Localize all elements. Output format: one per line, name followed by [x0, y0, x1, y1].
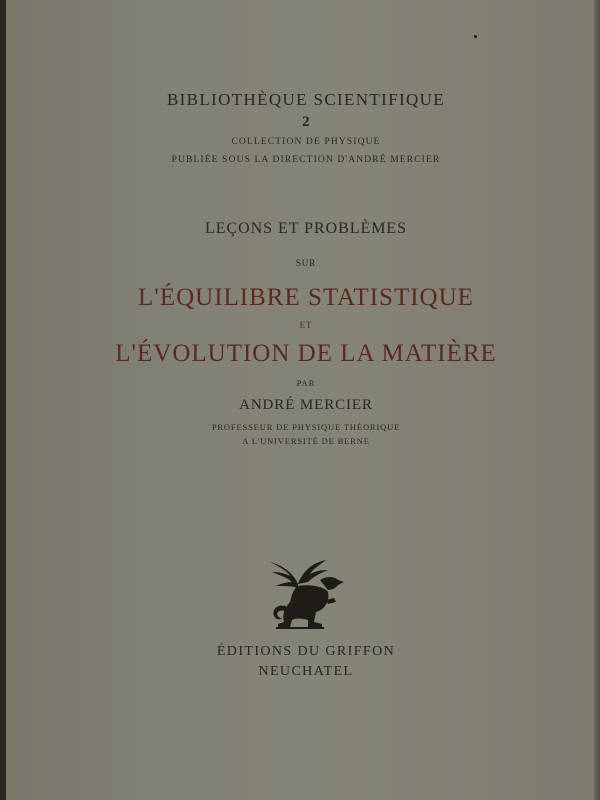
author-name: ANDRÉ MERCIER: [239, 397, 373, 413]
page-edge: [594, 0, 600, 800]
publisher-name: ÉDITIONS DU GRIFFON: [216, 644, 396, 659]
affiliation-line-2: A L'UNIVERSITÉ DE BERNE: [242, 436, 370, 446]
main-title-line-2: L'ÉVOLUTION DE LA MATIÈRE: [115, 340, 497, 367]
book-cover: [6, 0, 600, 800]
ink-spot: [474, 35, 477, 38]
main-title-line-1: L'ÉQUILIBRE STATISTIQUE: [138, 284, 474, 311]
collection-line-1: COLLECTION DE PHYSIQUE: [231, 137, 381, 147]
collection-line-2: PUBLIÉE SOUS LA DIRECTION D'ANDRÉ MERCIER: [171, 155, 441, 165]
griffin-icon: [268, 558, 348, 630]
affiliation-line-1: PROFESSEUR DE PHYSIQUE THÉORIQUE: [211, 422, 401, 432]
sur-connector: SUR: [295, 258, 317, 268]
volume-number: 2: [302, 114, 310, 130]
lecons-heading: LEÇONS ET PROBLÈMES: [205, 220, 407, 237]
series-title: BIBLIOTHÈQUE SCIENTIFIQUE: [166, 90, 446, 109]
et-connector: ET: [299, 320, 313, 330]
publisher-city: NEUCHATEL: [258, 664, 354, 679]
par-connector: PAR: [296, 378, 316, 388]
